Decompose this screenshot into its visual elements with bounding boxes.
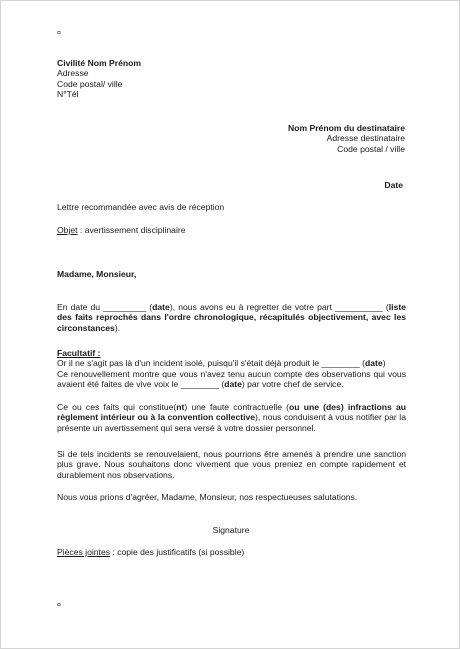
para3-infractions: ou une (des) infractions au règlement intérieur ou à la convention collective bbox=[57, 402, 407, 423]
optional-l1-text: Or il ne s'agit pas là d'un incident isolé, puisqu'il s'était déjà produit le ________ ( bbox=[57, 358, 366, 369]
recipient-name: Nom Prénom du destinataire bbox=[288, 123, 405, 133]
date-label: Date bbox=[384, 180, 403, 190]
attachments-text: : copie des justificatifs (si possible) bbox=[110, 547, 245, 557]
para3-text-c: ) une faute contractuelle ( bbox=[184, 402, 290, 412]
sender-name: Civilité Nom Prénom bbox=[57, 58, 142, 68]
recipient-address: Adresse destinataire bbox=[326, 133, 405, 144]
page-marker-top: ¤ bbox=[57, 30, 61, 37]
optional-l2-date: date bbox=[224, 378, 242, 389]
salutation: Madame, Monsieur, bbox=[57, 269, 137, 279]
sender-address: Adresse bbox=[57, 68, 89, 79]
optional-l2-end: ) par votre chef de service. bbox=[241, 378, 344, 389]
optional-l1-date: date bbox=[365, 358, 383, 369]
sender-phone: N°Tél bbox=[57, 88, 79, 99]
para3-text-a: Ce ou ces faits qui constitue( bbox=[57, 402, 177, 412]
paragraph-optional bbox=[57, 348, 406, 389]
para1-text-c: ), nous avons eu à regretter de votre part __________ ( bbox=[169, 302, 389, 312]
para1-date: date bbox=[152, 302, 170, 312]
signature-label: Signature bbox=[212, 525, 250, 535]
attachments-label: Pièces jointes bbox=[57, 547, 111, 557]
recipient-block bbox=[288, 123, 405, 154]
paragraph-fault bbox=[57, 402, 406, 433]
para1-text-a: En date du _________ ( bbox=[57, 302, 153, 312]
para1-text-e: ). bbox=[114, 322, 121, 333]
para3-plural: nt bbox=[176, 402, 185, 412]
sender-block bbox=[57, 58, 141, 99]
optional-l2-text: Ce renouvellement montre que vous n'avez tenu aucun compte des observations qui vous avaient été faites de vive voix le ________ ( bbox=[57, 368, 406, 389]
closing-formula: Nous vous prions d'agréer, Madame, Monsieur, nos respectueuses salutations. bbox=[57, 492, 358, 502]
optional-line-1 bbox=[57, 358, 406, 368]
paragraph-warning: Si de tels incidents se renouvelaient, nous pourrions être amenés à prendre une sanction plus grave. Nous souhaitons donc vivement que vous preniez en compte rapidement et durablement nos observations. bbox=[57, 449, 406, 480]
para1-facts-list: liste des faits reprochés dans l'ordre chronologique, récapitulés objectivement, avec les circonstances bbox=[57, 302, 406, 333]
optional-label: Facultatif : bbox=[57, 348, 101, 358]
subject-label: Objet bbox=[57, 225, 78, 235]
subject-line bbox=[57, 225, 406, 235]
para3-text-e: ), nous conduisent à vous notifier par la présente un avertissement qui sera versé à votre dossier personnel. bbox=[57, 412, 406, 433]
subject-text: : avertissement disciplinaire bbox=[77, 225, 186, 235]
attachments-line bbox=[57, 547, 406, 557]
delivery-mode: Lettre recommandée avec avis de réception bbox=[57, 202, 225, 212]
paragraph-facts bbox=[57, 302, 406, 333]
page-marker-bottom: ¤ bbox=[57, 602, 61, 609]
optional-l1-end: ) bbox=[382, 358, 386, 369]
sender-city: Code postal/ ville bbox=[57, 78, 123, 89]
recipient-city: Code postal / ville bbox=[337, 143, 405, 154]
optional-line-2 bbox=[57, 369, 406, 390]
